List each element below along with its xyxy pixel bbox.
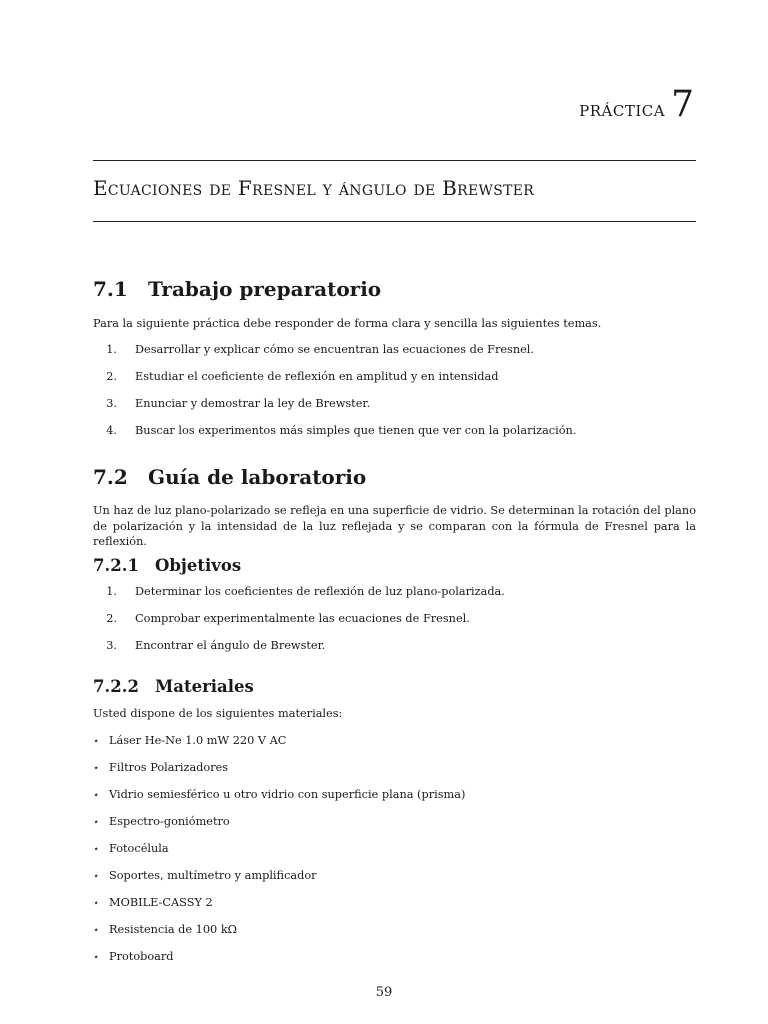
- star-bullet-icon: ⋆: [93, 790, 100, 801]
- section-number: 7.1: [93, 277, 128, 301]
- section-intro: Un haz de luz plano-polarizado se refleja en una superficie de vidrio. Se determinan la rotación del plano de polarización y la intensidad de la luz reflejada y se comparan con la fórmula de Fresnel para la reflexión.: [93, 504, 696, 548]
- star-bullet-icon: ⋆: [93, 925, 100, 936]
- list-item: 1. Desarrollar y explicar cómo se encuentran las ecuaciones de Fresnel.: [106, 343, 534, 356]
- subsection-number: 7.2.2: [93, 677, 139, 696]
- list-item: 2. Comprobar experimentalmente las ecuaciones de Fresnel.: [106, 612, 470, 625]
- list-item: 4. Buscar los experimentos más simples que tienen que ver con la polarización.: [106, 424, 577, 437]
- list-item: ⋆ Espectro-goniómetro: [93, 815, 230, 828]
- subsection-heading-materiales: [93, 677, 254, 696]
- star-bullet-icon: ⋆: [93, 844, 100, 855]
- list-item: ⋆ MOBILE-CASSY 2: [93, 896, 213, 909]
- list-item: 3. Enunciar y demostrar la ley de Brewster.: [106, 397, 371, 410]
- list-item: ⋆ Láser He-Ne 1.0 mW 220 V AC: [93, 734, 287, 747]
- chapter-heading: [579, 84, 694, 125]
- section-intro: Para la siguiente práctica debe responder de forma clara y sencilla las siguientes temas.: [93, 317, 602, 330]
- list-item: ⋆ Soportes, multímetro y amplificador: [93, 869, 317, 882]
- chapter-title: Ecuaciones de Fresnel y ángulo de Brewster: [93, 176, 535, 200]
- section-title: Trabajo preparatorio: [148, 277, 382, 301]
- chapter-label: práctica: [579, 97, 666, 122]
- subsection-number: 7.2.1: [93, 556, 139, 575]
- list-item: ⋆ Fotocélula: [93, 842, 169, 855]
- star-bullet-icon: ⋆: [93, 763, 100, 774]
- subsection-title: Materiales: [155, 677, 254, 696]
- star-bullet-icon: ⋆: [93, 871, 100, 882]
- star-bullet-icon: ⋆: [93, 817, 100, 828]
- page-number: 59: [375, 985, 393, 1000]
- subsection-title: Objetivos: [155, 556, 242, 575]
- section-heading-7-1: [93, 277, 381, 301]
- subsection-heading-objetivos: [93, 556, 241, 575]
- list-item: ⋆ Resistencia de 100 kΩ: [93, 923, 238, 936]
- list-item: ⋆ Filtros Polarizadores: [93, 761, 229, 774]
- star-bullet-icon: ⋆: [93, 952, 100, 963]
- list-item: ⋆ Vidrio semiesférico u otro vidrio con superficie plana (prisma): [93, 788, 466, 801]
- list-item: ⋆ Protoboard: [93, 950, 174, 963]
- list-item: 2. Estudiar el coeficiente de reflexión en amplitud y en intensidad: [106, 370, 499, 383]
- section-heading-7-2: [93, 465, 366, 489]
- star-bullet-icon: ⋆: [93, 736, 100, 747]
- list-item: 3. Encontrar el ángulo de Brewster.: [106, 639, 326, 652]
- list-item: 1. Determinar los coeficientes de reflexión de luz plano-polarizada.: [106, 585, 505, 598]
- section-title: Guía de laboratorio: [148, 465, 367, 489]
- bottom-rule: [93, 221, 696, 222]
- materials-intro: Usted dispone de los siguientes materiales:: [93, 707, 343, 720]
- section-number: 7.2: [93, 465, 128, 489]
- star-bullet-icon: ⋆: [93, 898, 100, 909]
- top-rule: [93, 160, 696, 161]
- chapter-number: 7: [671, 84, 694, 125]
